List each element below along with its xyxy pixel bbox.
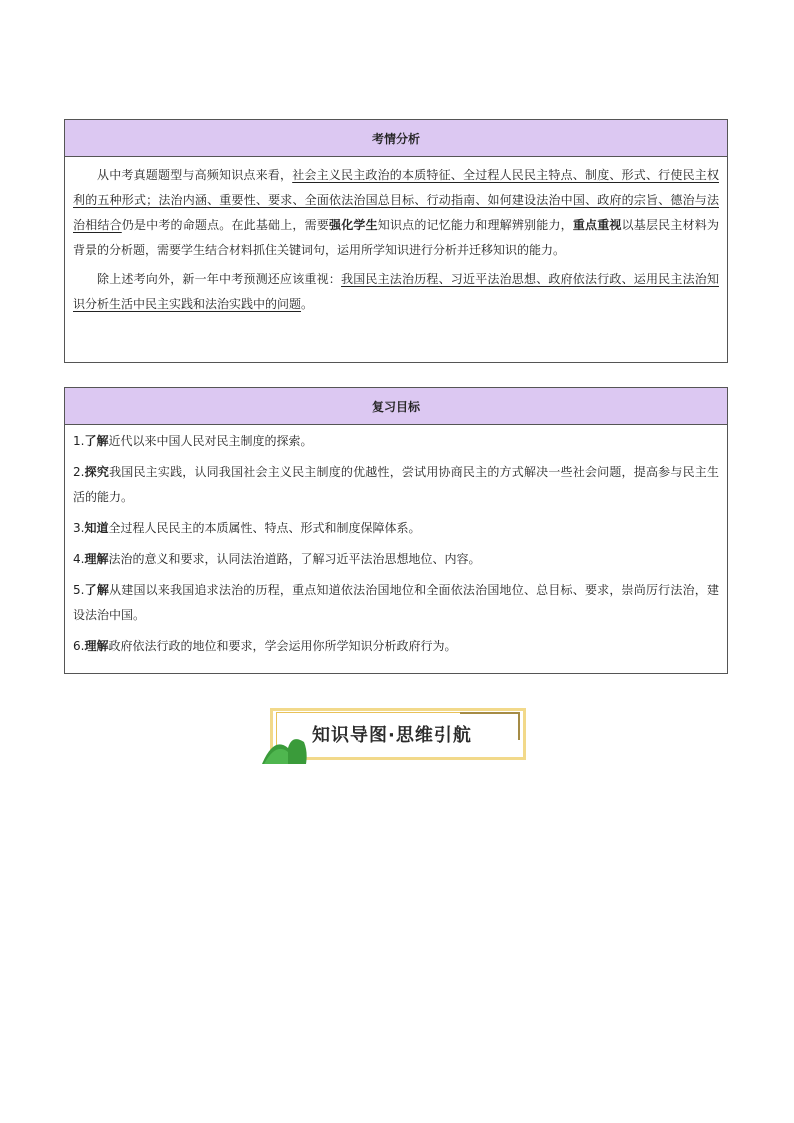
text-run: 1. [73,434,85,448]
bold-text: 探究 [84,465,110,479]
exam-analysis-paragraph-2 [73,267,719,317]
review-goals-title: 复习目标 [65,388,727,425]
bold-text: 强化学生 [329,218,378,232]
underlined-text: 社会主义民主政治的本质特征、全过程人民民主特点、制度、形式、行使民主权利的五种形式；法治内涵、重要性、要求、全面依法治国总目标、行动指南、如何建设法治中国、政府的宗旨、德治与法治相结合 [73,168,719,232]
mindmap-banner [262,704,530,764]
bold-text: 了解 [84,583,110,597]
text-run: 仍是中考的命题点。在此基础上，需要 [121,218,330,232]
text-run: 近代以来中国人民对民主制度的探索。 [108,434,313,448]
text-run: 除上述考向外，新一年中考预测还应该重视： [97,272,341,286]
bold-text: 理解 [84,552,109,566]
review-goal-item [73,634,719,659]
text-run: 。 [301,297,314,311]
banner-title: 知识导图·思维引航 [312,725,472,746]
review-goal-item [73,460,719,510]
text-run: 知识点的记忆能力和理解辨别能力， [377,218,573,232]
bold-text: 知道 [84,521,109,535]
exam-analysis-body [65,157,727,325]
exam-analysis-paragraph-1 [73,163,719,263]
exam-analysis-title: 考情分析 [65,120,727,157]
review-goal-item [73,578,719,628]
review-goal-item [73,516,719,541]
review-goals-list [65,425,727,669]
text-run: 政府依法行政的地位和要求，学会运用你所学知识分析政府行为。 [108,639,457,653]
bold-text: 了解 [84,434,109,448]
text-run: 我国民主实践，认同我国社会主义民主制度的优越性，尝试用协商民主的方式解决一些社会问题，提高参与民主生活的能力。 [73,465,719,504]
text-run: 6. [73,639,85,653]
review-goal-item [73,547,719,572]
underlined-text: 我国民主法治历程、习近平法治思想、政府依法行政、运用民主法治知识分析生活中民主实践和法治实践中的问题 [73,272,719,311]
text-run: 5. [73,583,85,597]
text-run: 4. [73,552,85,566]
text-run: 2. [73,465,85,479]
text-run: 法治的意义和要求，认同法治道路，了解习近平法治思想地位、内容。 [108,552,481,566]
text-run: 全过程人民民主的本质属性、特点、形式和制度保障体系。 [108,521,421,535]
review-goals-box [64,387,728,674]
bold-text: 理解 [84,639,109,653]
text-run: 从中考真题题型与高频知识点来看， [97,168,293,182]
text-run: 从建国以来我国追求法治的历程，重点知道依法治国地位和全面依法治国地位、总目标、要求，崇尚厉行法治，建设法治中国。 [73,583,719,622]
exam-analysis-box [64,119,728,363]
banner-accent-line [518,712,520,740]
bold-text: 重点重视 [572,218,622,232]
banner-accent-line [460,712,520,714]
text-run: 以基层民主材料为背景的分析题，需要学生结合材料抓住关键词句，运用所学知识进行分析并迁移知识的能力。 [73,218,719,257]
review-goal-item [73,429,719,454]
text-run: 3. [73,521,85,535]
mountain-icon [262,730,308,764]
